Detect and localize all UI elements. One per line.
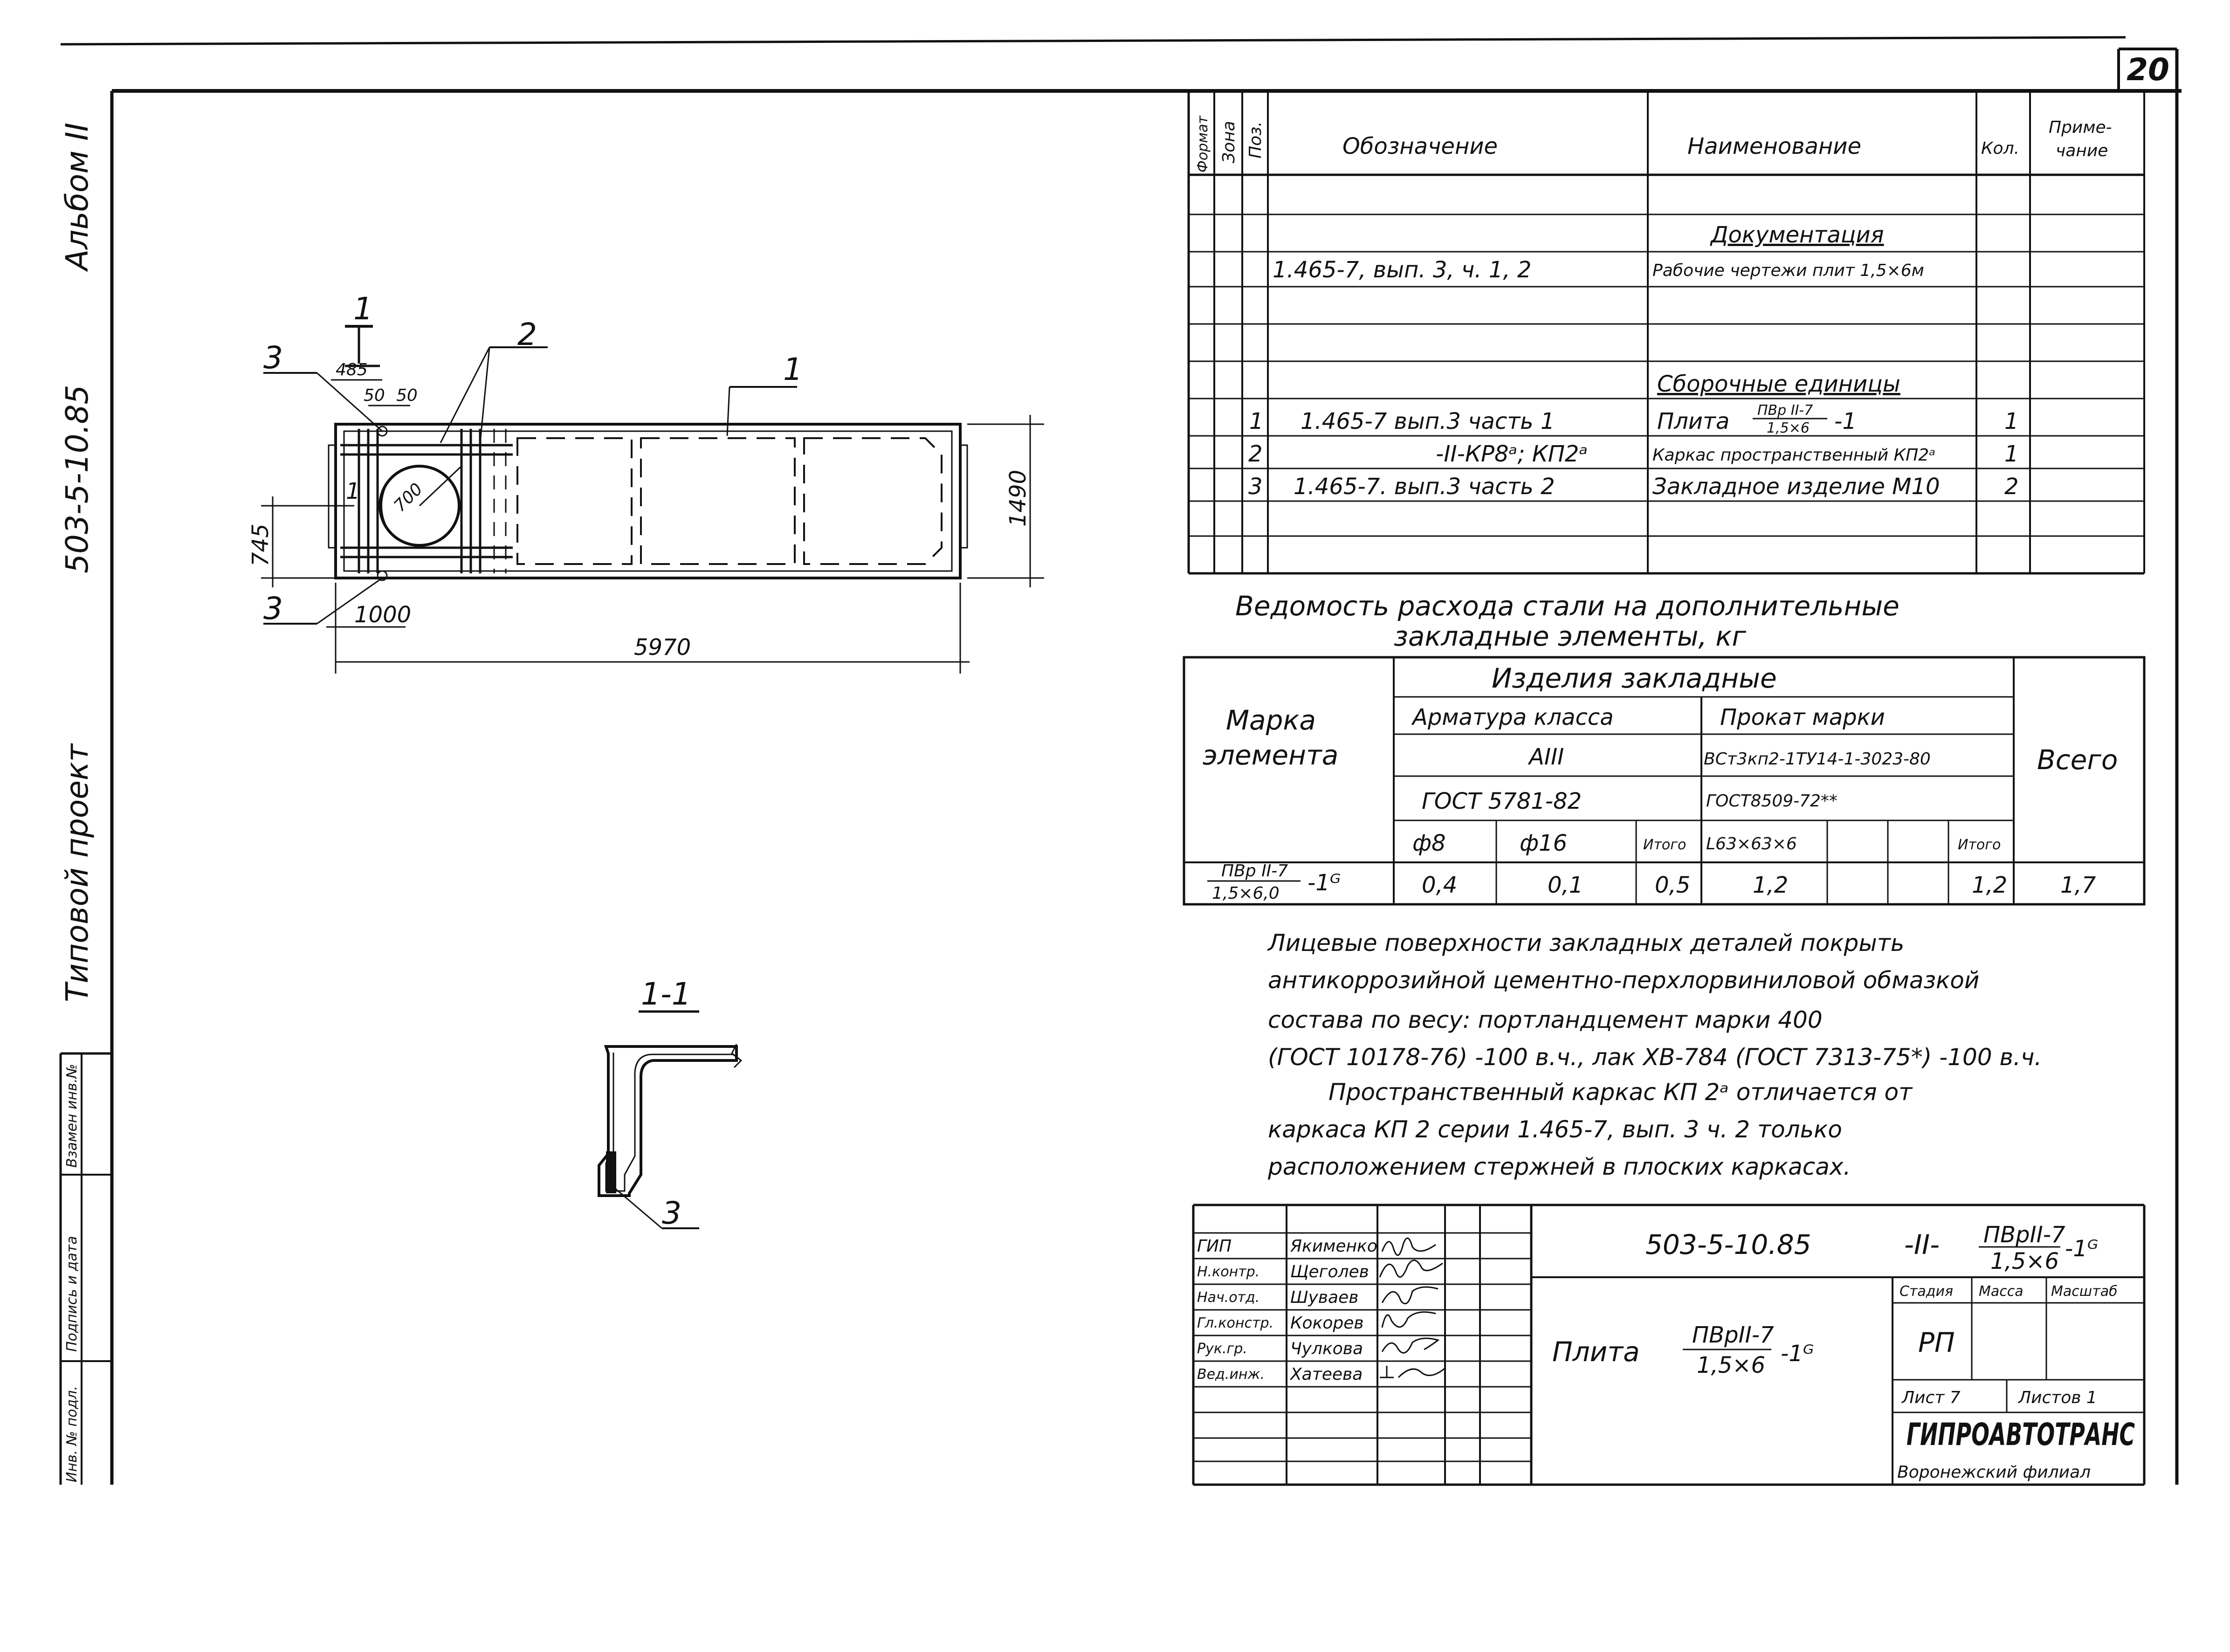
spec-row1-name-den: 1,5×6 (1767, 420, 1810, 436)
steel-group-header: Изделия закладные (1492, 662, 1777, 694)
steel-val-total-rebar: 0,5 (1655, 872, 1691, 898)
tb-code-suffix: -II- (1904, 1229, 1940, 1260)
spec-row2-name: Каркас пространственный КП2ᵃ (1652, 446, 1936, 465)
steel-sub-phi16: ф16 (1520, 830, 1568, 856)
tb-name-2: Щеголев (1290, 1262, 1369, 1281)
album-label: Альбом II (59, 122, 95, 270)
spec-header-designation: Обозначение (1342, 133, 1498, 159)
tb-role-gip: ГИП (1197, 1237, 1232, 1256)
dim-1490: 1490 (1005, 469, 1031, 527)
steel-val-grand-total: 1,7 (2060, 872, 2096, 898)
dim-1000: 1000 (354, 602, 412, 628)
spec-header-zone: Зона (1219, 121, 1239, 163)
tb-stage-header: Стадия (1900, 1283, 1954, 1300)
spec-header-name: Наименование (1687, 133, 1862, 159)
steel-table-grid (1184, 657, 2144, 904)
spec-row1-pos: 1 (1249, 408, 1264, 434)
sheet-number: 20 (2127, 52, 2169, 88)
steel-title-line1: Ведомость расхода стали на дополнительные (1235, 590, 1900, 622)
spec-header-note-2: чание (2056, 141, 2108, 160)
steel-val-total-rolled: 1,2 (1972, 872, 2008, 898)
callout-1: 1 (783, 351, 803, 387)
steel-row-mark-num: ПВр II-7 (1221, 861, 1288, 881)
tb-product-suffix: -1ᴳ (1781, 1341, 1814, 1367)
section-mark-label: 1 (353, 291, 373, 327)
tb-stage-value: РП (1918, 1327, 1955, 1358)
tb-sheet-label: Лист 7 (1902, 1388, 1961, 1407)
tb-scale-header: Масштаб (2051, 1283, 2118, 1300)
tb-role-glkonstr: Гл.констр. (1197, 1315, 1274, 1331)
project-code-vertical: 503-5-10.85 (59, 385, 95, 573)
dim-485: 485 (336, 360, 368, 379)
slab-plan (329, 424, 967, 580)
tb-name-4: Кокорев (1290, 1314, 1364, 1333)
steel-mark-header-2: элемента (1203, 739, 1339, 771)
note-line-1: Лицевые поверхности закладных деталей покрыть (1268, 929, 1905, 957)
tb-mark-den: 1,5×6 (1990, 1248, 2059, 1274)
spec-header-note-1: Приме- (2049, 118, 2112, 137)
steel-rebar-gost: ГОСТ 5781-82 (1422, 788, 1582, 814)
spec-header-pos: Поз. (1246, 121, 1265, 158)
spec-row1-name-num: ПВр II-7 (1757, 402, 1813, 419)
steel-total-header: Всего (2037, 744, 2118, 776)
steel-sub-total-rebar: Итого (1643, 837, 1686, 853)
tb-role-vedinzh: Вед.инж. (1197, 1366, 1265, 1383)
tb-name-3: Шуваев (1290, 1288, 1359, 1307)
project-type-label: Типовой проект (59, 743, 95, 1002)
spec-section-assembly: Сборочные единицы (1657, 371, 1900, 397)
steel-mark-header-1: Марка (1226, 704, 1316, 736)
note-line-2: антикоррозийной цементно-перхлорвиниловой обмазкой (1268, 967, 1980, 994)
dim-745: 745 (248, 523, 274, 566)
tb-role-rukgr: Рук.гр. (1197, 1341, 1247, 1357)
spec-row1-qty: 1 (2004, 408, 2019, 434)
steel-val-phi16: 0,1 (1548, 872, 1583, 898)
note-line-4: (ГОСТ 10178-76) -100 в.ч., лак ХВ-784 (ГОСТ 7313-75*) -100 в.ч. (1268, 1044, 2042, 1071)
tb-sheets-label: Листов 1 (2018, 1388, 2097, 1407)
steel-title-line2: закладные элементы, кг (1394, 620, 1746, 652)
dim-5970: 5970 (634, 634, 691, 661)
steel-rebar-class: АIII (1529, 744, 1564, 770)
spec-row1-designation: 1.465-7 вып.3 часть 1 (1301, 408, 1555, 434)
tb-name-1: Якименко (1290, 1237, 1377, 1256)
spec-row2-pos: 2 (1248, 441, 1263, 467)
tb-role-nachotd: Нач.отд. (1197, 1289, 1260, 1306)
spec-table-grid (1189, 91, 2144, 573)
note-line-6: каркаса КП 2 серии 1.465-7, вып. 3 ч. 2 только (1268, 1116, 1842, 1143)
spec-row2-designation: -II-КР8ᵃ; КП2ᵃ (1436, 441, 1588, 467)
cage-label-1: 1 (346, 478, 360, 504)
callout-3-bottom: 3 (263, 591, 283, 626)
steel-val-angle: 1,2 (1753, 872, 1789, 898)
steel-row-mark-den: 1,5×6,0 (1212, 884, 1280, 903)
tb-product-word: Плита (1552, 1336, 1640, 1368)
spec-row2-qty: 1 (2004, 441, 2019, 467)
stamp-signature-date: Подпись и дата (64, 1236, 80, 1352)
dim-50-left: 50 (364, 386, 385, 405)
spec-row3-pos: 3 (1248, 474, 1263, 500)
spec-row3-designation: 1.465-7. вып.3 часть 2 (1294, 474, 1555, 500)
spec-header-qty: Кол. (1981, 139, 2020, 158)
tb-role-nkontr: Н.контр. (1197, 1264, 1260, 1280)
spec-row1-name-suffix: -1 (1834, 408, 1857, 434)
tb-mark-suffix: -1ᴳ (2065, 1236, 2099, 1262)
section-callout-3: 3 (662, 1195, 681, 1231)
steel-row-mark-suffix: -1ᴳ (1308, 870, 1341, 896)
tb-mass-header: Масса (1979, 1283, 2024, 1300)
spec-header-format: Формат (1195, 116, 1211, 172)
note-line-3: состава по весу: портландцемент марки 400 (1268, 1006, 1823, 1033)
tb-product-num: ПВрII-7 (1692, 1322, 1774, 1348)
steel-rolled-grade: ВСт3кп2-1ТУ14-1-3023-80 (1704, 750, 1931, 769)
steel-rolled-gost: ГОСТ8509-72** (1706, 792, 1838, 811)
opening-diameter: 700 (390, 479, 427, 516)
stamp-replaced-inv: Взамен инв.№ (64, 1064, 80, 1168)
tb-organization: ГИПРОАВТОТРАНС (1907, 1417, 2135, 1452)
spec-doc-designation: 1.465-7, вып. 3, ч. 1, 2 (1273, 257, 1532, 283)
callout-3-top: 3 (263, 340, 283, 376)
steel-rebar-header: Арматура класса (1412, 704, 1614, 730)
steel-sub-total-rolled: Итого (1958, 837, 2001, 853)
tb-branch: Воронежский филиал (1897, 1463, 2091, 1482)
spec-row3-name: Закладное изделие М10 (1652, 474, 1940, 500)
steel-rolled-header: Прокат марки (1720, 704, 1885, 730)
spec-doc-name: Рабочие чертежи плит 1,5×6м (1652, 261, 1924, 280)
tb-name-5: Чулкова (1290, 1339, 1363, 1358)
steel-sub-phi8: ф8 (1412, 830, 1446, 856)
stamp-inv-number: Инв. № подл. (64, 1386, 80, 1482)
spec-row3-qty: 2 (2004, 474, 2019, 500)
steel-val-phi8: 0,4 (1422, 872, 1458, 898)
note-line-5: Пространственный каркас КП 2ᵃ отличается от (1328, 1079, 1913, 1106)
note-line-7: расположением стержней в плоских каркасах. (1268, 1153, 1851, 1180)
spec-section-docs: Документация (1711, 222, 1884, 248)
tb-code: 503-5-10.85 (1645, 1229, 1811, 1260)
tb-mark-num: ПВрII-7 (1983, 1222, 2065, 1248)
callout-2: 2 (517, 317, 537, 352)
spec-row1-name-word: Плита (1657, 408, 1730, 434)
section-title: 1-1 (641, 976, 691, 1012)
tb-name-6: Хатеева (1290, 1365, 1363, 1384)
dim-50-right: 50 (396, 386, 418, 405)
steel-sub-angle: L63×63×6 (1706, 834, 1797, 854)
tb-product-den: 1,5×6 (1697, 1352, 1766, 1378)
